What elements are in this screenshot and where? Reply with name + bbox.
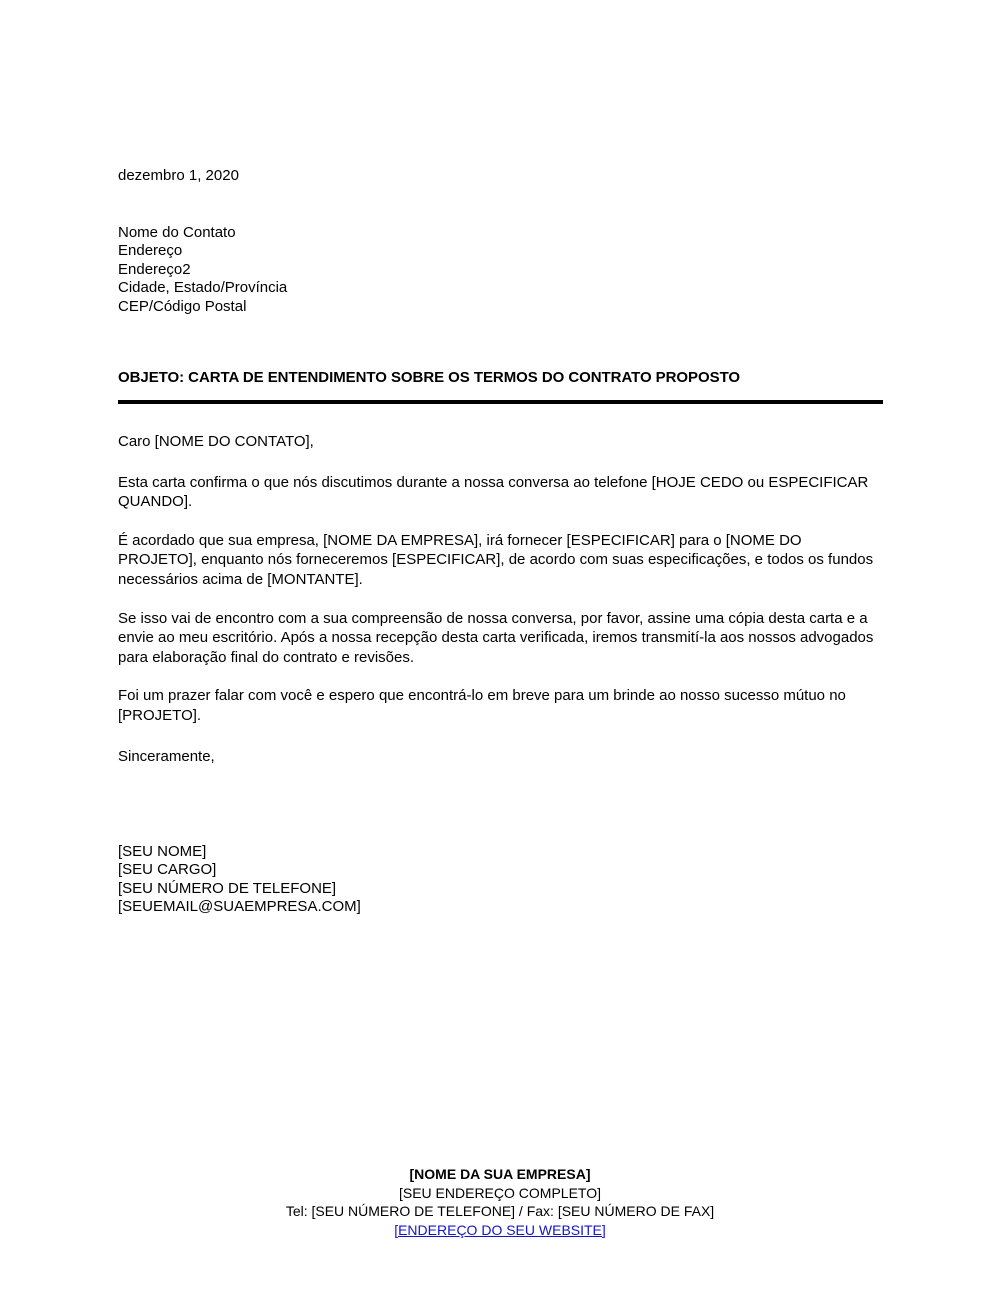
signature-block: [118, 843, 361, 917]
footer-contact: Tel: [SEU NÚMERO DE TELEFONE] / Fax: [SEU NÚMERO DE FAX]: [285, 1203, 715, 1219]
salutation: Caro [NOME DO CONTATO],: [118, 433, 314, 450]
recipient-address-2: Endereço2: [118, 260, 191, 278]
footer-company-name: [NOME DA SUA EMPRESA]: [409, 1166, 591, 1182]
body-paragraph-4: Foi um prazer falar com você e espero que encontrá-lo em breve para um brinde ao nosso sucesso mútuo no [PROJETO].: [118, 687, 846, 724]
signer-name: [SEU NOME]: [118, 843, 207, 860]
body-paragraph-2: É acordado que sua empresa, [NOME DA EMPRESA], irá fornecer [ESPECIFICAR] para o [NOME DO PROJETO], enquanto nós forneceremos [ESPECIFICAR], de acordo com suas especificações, e todos os fundos necessários acima de [MONTANTE].: [118, 531, 874, 588]
signer-email: [SEUEMAIL@SUAEMPRESA.COM]: [118, 898, 361, 916]
horizontal-rule: [118, 400, 883, 404]
page-footer: [0, 1165, 1000, 1239]
recipient-postal-code: CEP/Código Postal: [118, 297, 247, 315]
subject-section: [118, 369, 883, 404]
recipient-city-state: Cidade, Estado/Província: [118, 279, 288, 297]
body-paragraph-3: Se isso vai de encontro com a sua compreensão de nossa conversa, por favor, assine uma cópia desta carta e a envie ao meu escritório. Após a nossa recepção desta carta verificada, iremos transmití-la aos nossos advogados para elaboração final do contrato e revisões.: [118, 609, 874, 666]
signer-phone: [SEU NÚMERO DE TELEFONE]: [118, 879, 337, 897]
letter-date: dezembro 1, 2020: [118, 167, 239, 184]
letter-body: [118, 432, 883, 745]
recipient-address-1: Endereço: [118, 242, 183, 260]
body-paragraph-1: Esta carta confirma o que nós discutimos durante a nossa conversa ao telefone [HOJE CEDO ou ESPECIFICAR QUANDO].: [118, 473, 869, 511]
footer-website-link[interactable]: [ENDEREÇO DO SEU WEBSITE]: [394, 1221, 606, 1238]
recipient-address-block: [118, 224, 287, 316]
recipient-name: Nome do Contato: [118, 224, 236, 241]
signer-title: [SEU CARGO]: [118, 861, 217, 879]
footer-address: [SEU ENDEREÇO COMPLETO]: [398, 1184, 601, 1201]
closing-salutation: Sinceramente,: [118, 748, 215, 765]
subject-heading: OBJETO: CARTA DE ENTENDIMENTO SOBRE OS TERMOS DO CONTRATO PROPOSTO: [118, 369, 741, 386]
